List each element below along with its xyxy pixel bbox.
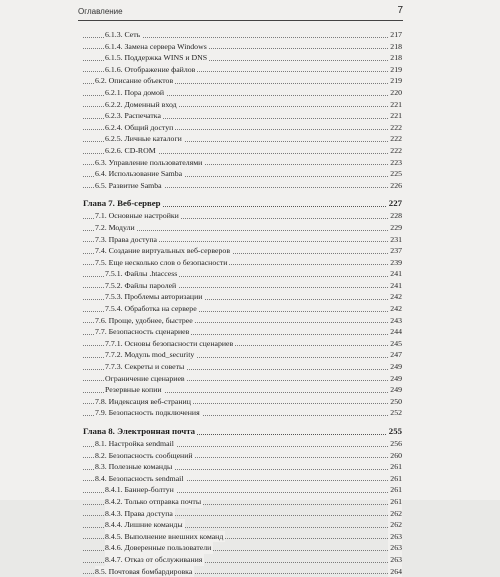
toc-entry-page: 264 (390, 566, 402, 576)
toc-entry (83, 373, 402, 385)
toc-entry-title: 7.5.1. Файлы .htaccess (105, 269, 178, 279)
toc-entry (83, 145, 402, 157)
toc-entry-page: 250 (390, 396, 402, 406)
toc-entry (83, 326, 402, 338)
toc-entry-page: 263 (390, 554, 402, 564)
toc-entry-page: 218 (390, 53, 402, 63)
toc-entry (83, 361, 402, 373)
toc-entry (83, 566, 402, 577)
toc-chapter (83, 197, 402, 210)
toc-entry-title: 6.1.6. Отображение файлов (105, 64, 196, 74)
toc-entry-page: 241 (390, 280, 402, 290)
toc-entry (83, 64, 402, 76)
toc-entry (83, 484, 402, 496)
toc-entry (83, 496, 402, 508)
toc-entry-page: 237 (390, 246, 402, 256)
toc-entry-title: 7.5.2. Файлы паролей (105, 280, 177, 290)
toc-entry-title: Ограничение сценариев (105, 373, 185, 383)
toc-entry (83, 384, 402, 396)
toc-entry (83, 168, 402, 180)
toc-entry (83, 222, 402, 234)
toc-entry-title: 6.2.4. Общий доступ (105, 122, 174, 132)
toc-entry-page: 242 (390, 304, 402, 314)
toc-entry-title: 8.4.7. Отказ от обслуживания (105, 554, 203, 564)
toc-entry-title: 8.2. Безопасность сообщений (95, 450, 193, 460)
toc-entry-title: 7.7.1. Основы безопасности сценариев (105, 338, 234, 348)
toc-entry-title: 6.4. Использование Samba (95, 169, 183, 179)
toc-entry (83, 508, 402, 520)
toc-entry-page: 231 (390, 234, 402, 244)
toc-entry-page: 228 (390, 211, 402, 221)
toc-entry (83, 52, 402, 64)
toc-entry-page: 261 (390, 496, 402, 506)
toc-entry-title: 8.4.6. Доверенные пользователи (105, 543, 212, 553)
toc-entry-title: 8.4.5. Выполнение внешних команд (105, 531, 224, 541)
toc-entry-title: 8.3. Полезные команды (95, 462, 173, 472)
toc-entry-page: 219 (390, 64, 402, 74)
toc-entry (83, 542, 402, 554)
toc-entry-title: 7.7.2. Модуль mod_security (105, 350, 195, 360)
toc-entry-title: 6.1.5. Поддержка WINS и DNS (105, 53, 208, 63)
toc-entry-page: 218 (390, 41, 402, 51)
toc-entry (83, 280, 402, 292)
toc-entry-title: 7.7.3. Секреты и советы (105, 362, 185, 372)
toc-entry (83, 99, 402, 111)
toc-entry-page: 261 (390, 473, 402, 483)
toc-entry (83, 303, 402, 315)
toc-entry-page: 226 (390, 180, 402, 190)
toc-entry (83, 234, 402, 246)
toc-entry (83, 291, 402, 303)
toc-entry-title: 7.1. Основные настройки (95, 211, 179, 221)
running-head-title: Оглавление (78, 7, 123, 16)
toc-entry-page: 256 (390, 439, 402, 448)
toc-entry-page: 221 (390, 111, 402, 121)
toc-entry-page: 262 (390, 508, 402, 518)
toc-entry (83, 407, 402, 419)
toc-entry-title: 8.5. Почтовая бомбардировка (95, 566, 193, 576)
toc-entry-page: 220 (390, 87, 402, 97)
toc-entry-page: 229 (390, 222, 402, 232)
toc-entry-title: 6.2.1. Пора домой (105, 87, 165, 97)
toc-entry-title: 7.4. Создание виртуальных веб-серверов (95, 246, 230, 256)
toc-entry (83, 461, 402, 473)
toc-entry-title: 6.1.4. Замена сервера Windows (105, 41, 207, 51)
toc-entry (83, 338, 402, 350)
toc-entry-page: 260 (390, 450, 402, 460)
toc-entry-page: 223 (390, 157, 402, 167)
page-number: 7 (397, 5, 403, 16)
toc-entry-page: 245 (390, 338, 402, 348)
toc-entry-page: 263 (390, 543, 402, 553)
toc-entry-page: 242 (390, 292, 402, 302)
toc-entry-page: 219 (390, 76, 402, 86)
toc-entry-page: 261 (390, 462, 402, 472)
toc-entry (83, 257, 402, 269)
toc-entry-page: 249 (390, 385, 402, 395)
toc-entry (83, 157, 402, 169)
toc-entry (83, 122, 402, 134)
toc-entry (83, 396, 402, 408)
toc-entry (83, 133, 402, 145)
toc-entry (83, 110, 402, 122)
toc-entry-title: Глава 7. Веб-сервер (83, 198, 161, 209)
toc-entry-title: 6.2.5. Личные каталоги (105, 134, 182, 144)
toc-entry-page: 222 (390, 122, 402, 132)
toc-entry-page: 222 (390, 134, 402, 144)
toc-entry (83, 450, 402, 462)
toc-entry (83, 29, 402, 41)
toc-entry (83, 75, 402, 87)
toc-entry (83, 180, 402, 192)
toc-entry-page: 249 (390, 362, 402, 372)
toc-entry-page: 255 (388, 426, 402, 436)
toc-entry-page: 247 (390, 350, 402, 360)
toc-entry-page: 217 (390, 30, 402, 39)
toc-entry-title: 7.2. Модули (95, 222, 135, 232)
toc-entry (83, 268, 402, 280)
toc-entry-title: 8.4.3. Права доступа (105, 508, 173, 518)
toc-entry-page: 263 (390, 531, 402, 541)
toc-entry-title: 6.1.3. Сеть (105, 30, 141, 39)
toc-entry (83, 245, 402, 257)
toc-entry-title: 8.4. Безопасность sendmail (95, 473, 184, 483)
toc-entry-page: 262 (390, 520, 402, 530)
toc-entry (83, 473, 402, 485)
toc-entry-title: 8.4.2. Только отправка почты (105, 496, 202, 506)
toc-entry-page: 225 (390, 169, 402, 179)
toc-entry-title: 8.1. Настройка sendmail (95, 439, 174, 448)
toc-entry (83, 519, 402, 531)
toc-entry-page: 252 (390, 408, 402, 418)
toc-entry-title: 7.6. Проще, удобнее, быстрее (95, 315, 193, 325)
toc-entry-page: 261 (390, 485, 402, 495)
toc-entry-title: 7.7. Безопасность сценариев (95, 327, 190, 337)
toc-entry-page: 227 (388, 198, 402, 209)
toc-entry-title: 7.5. Еще несколько слов о безопасности (95, 257, 228, 267)
toc-entry-title: 7.8. Индексация веб-страниц (95, 396, 191, 406)
running-head (78, 6, 403, 21)
toc-chapter (83, 425, 402, 438)
toc-entry-title: 7.9. Безопасность подключения (95, 408, 200, 418)
toc-entry-page: 244 (390, 327, 402, 337)
toc-entry (83, 554, 402, 566)
toc-entry (83, 349, 402, 361)
toc-entry-page: 243 (390, 315, 402, 325)
toc-entry-title: 6.5. Развитие Samba (95, 180, 162, 190)
toc-entry-title: 8.4.1. Баннер-болтун (105, 485, 174, 495)
toc-entry (83, 438, 402, 450)
toc-entry-page: 222 (390, 145, 402, 155)
toc-entry-page: 241 (390, 269, 402, 279)
toc-entry-title: 7.5.4. Обработка на сервере (105, 304, 197, 314)
toc-entry (83, 315, 402, 327)
toc-entry-title: 6.2.3. Распечатка (105, 111, 161, 121)
toc-entry-title: 6.3. Управление пользователями (95, 157, 203, 167)
toc-entry (83, 87, 402, 99)
toc-entry-title: Резервные копии (105, 385, 162, 395)
toc-entry-title: 8.4.4. Лишние команды (105, 520, 183, 530)
toc-entry-page: 249 (390, 373, 402, 383)
toc-entry (83, 41, 402, 53)
toc-entry-title: 6.2. Описание объектов (95, 76, 174, 86)
table-of-contents (83, 29, 402, 577)
toc-entry-page: 221 (390, 99, 402, 109)
toc-entry (83, 210, 402, 222)
toc-entry-page: 239 (390, 257, 402, 267)
toc-entry-title: Глава 8. Электронная почта (83, 426, 196, 436)
toc-entry (83, 531, 402, 543)
toc-entry-title: 7.3. Права доступа (95, 234, 157, 244)
toc-entry-title: 6.2.2. Доменный вход (105, 99, 177, 109)
toc-entry-title: 6.2.6. CD-ROM (105, 145, 156, 155)
toc-entry-title: 7.5.3. Проблемы авторизации (105, 292, 203, 302)
